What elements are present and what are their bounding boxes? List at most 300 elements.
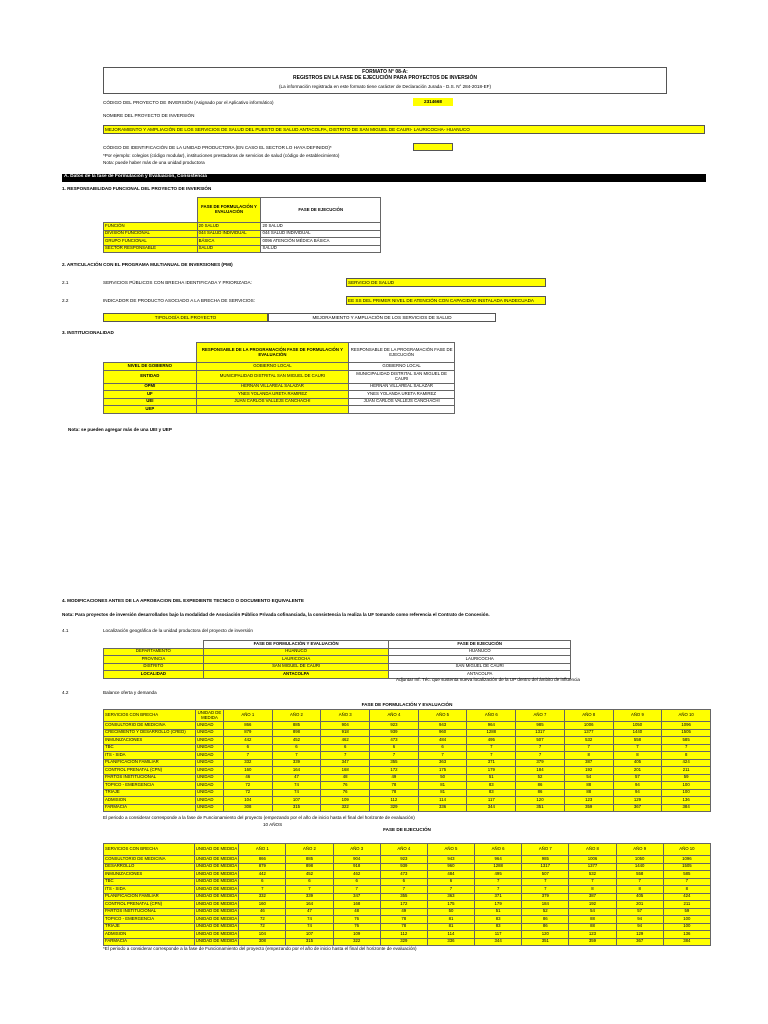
value-cell[interactable]: 7 <box>239 886 286 894</box>
value-cell[interactable]: 100 <box>662 782 711 790</box>
value-cell[interactable]: 6 <box>418 744 467 752</box>
value-cell[interactable]: 384 <box>663 938 710 946</box>
value-cell[interactable]: 1006 <box>564 722 613 730</box>
value-cell[interactable]: 48 <box>333 908 380 916</box>
value-cell[interactable]: 86 <box>516 789 565 797</box>
value-cell[interactable]: 379 <box>516 759 565 767</box>
value-cell[interactable]: 78 <box>370 789 419 797</box>
item-2-1-number: 2.1 <box>62 280 69 285</box>
value-cell[interactable]: 332 <box>223 759 272 767</box>
value-cell[interactable]: 6 <box>272 744 321 752</box>
section-3-title: 3. INSTITUCIONALIDAD <box>62 330 114 335</box>
value-cell[interactable]: 405 <box>616 893 663 901</box>
typology-value[interactable]: MEJORAMIENTO Y AMPLIACIÓN DE LOS SERVICIOS DE SALUD <box>268 313 496 322</box>
value-cell[interactable]: 866 <box>239 856 286 864</box>
value-cell[interactable]: 168 <box>321 767 370 775</box>
value-cell[interactable]: 507 <box>522 871 569 879</box>
value-cell[interactable]: 939 <box>370 729 419 737</box>
value-cell[interactable]: 72 <box>239 916 286 924</box>
cell-ej[interactable]: 0096 ATENCIÓN MÉDICA BÁSICA <box>261 238 381 246</box>
value-cell[interactable]: 344 <box>467 804 516 812</box>
value-cell[interactable]: 964 <box>467 722 516 730</box>
value-cell[interactable]: 387 <box>564 759 613 767</box>
cell-ej[interactable] <box>349 406 455 414</box>
unit-cell: UNIDAD <box>195 737 223 745</box>
table-row <box>104 363 455 371</box>
value-cell[interactable]: 918 <box>321 729 370 737</box>
value-cell[interactable]: 6 <box>286 878 333 886</box>
value-cell[interactable]: 558 <box>616 871 663 879</box>
value-cell[interactable]: 8 <box>569 886 616 894</box>
table-row <box>104 893 711 901</box>
value-cell[interactable]: 107 <box>272 797 321 805</box>
value-cell[interactable]: 211 <box>662 767 711 775</box>
project-name-value[interactable]: MEJORAMIENTO Y AMPLIACIÓN DE LOS SERVICIOS DE SALUD DEL PUESTO DE SALUD ANTACOLPA, DISTRITO DE SAN MIGUEL DE CAURI- LAURICOCHA- HUANUCO <box>103 125 705 134</box>
value-cell[interactable]: 351 <box>522 938 569 946</box>
value-cell[interactable]: 8 <box>564 752 613 760</box>
value-cell[interactable]: 336 <box>418 804 467 812</box>
value-cell[interactable]: 94 <box>613 782 662 790</box>
value-cell[interactable]: 7 <box>516 744 565 752</box>
value-cell[interactable]: 46 <box>223 774 272 782</box>
value-cell[interactable]: 960 <box>418 729 467 737</box>
value-cell[interactable]: 76 <box>333 916 380 924</box>
value-cell[interactable]: 175 <box>418 767 467 775</box>
value-cell[interactable]: 192 <box>569 901 616 909</box>
value-cell[interactable]: 201 <box>613 767 662 775</box>
value-cell[interactable]: 117 <box>467 797 516 805</box>
value-cell[interactable]: 424 <box>662 759 711 767</box>
value-cell[interactable]: 7 <box>569 878 616 886</box>
value-cell[interactable]: 898 <box>272 729 321 737</box>
value-cell[interactable]: 315 <box>272 804 321 812</box>
value-cell[interactable]: 59 <box>662 774 711 782</box>
cell-fe[interactable]: YNES YOLANDA URETA RAMIREZ <box>196 391 349 399</box>
value-cell[interactable]: 86 <box>522 916 569 924</box>
value-cell[interactable]: 172 <box>370 767 419 775</box>
value-cell[interactable]: 78 <box>380 916 427 924</box>
value-cell[interactable]: 47 <box>286 908 333 916</box>
value-cell[interactable]: 1440 <box>616 863 663 871</box>
value-cell[interactable]: 866 <box>223 722 272 730</box>
value-cell[interactable]: 179 <box>475 901 522 909</box>
cell-fe[interactable]: 20 SALUD <box>197 223 261 231</box>
value-cell[interactable]: 315 <box>286 938 333 946</box>
value-cell[interactable]: 114 <box>427 931 474 939</box>
value-cell[interactable]: 72 <box>223 789 272 797</box>
cell-ej[interactable]: SALUD <box>261 245 381 253</box>
value-cell[interactable]: 52 <box>522 908 569 916</box>
value-cell[interactable]: 558 <box>613 737 662 745</box>
value-cell[interactable]: 1505 <box>663 863 710 871</box>
value-cell[interactable]: 336 <box>427 938 474 946</box>
value-cell[interactable]: 109 <box>333 931 380 939</box>
cell-ej[interactable]: GOBIERNO LOCAL <box>349 363 455 371</box>
value-cell[interactable]: 347 <box>321 759 370 767</box>
item-2-1-value[interactable]: SERVICIO DE SALUD <box>346 278 546 287</box>
value-cell[interactable]: 507 <box>516 737 565 745</box>
value-cell[interactable]: 83 <box>467 789 516 797</box>
value-cell[interactable]: 387 <box>569 893 616 901</box>
value-cell[interactable]: 57 <box>613 774 662 782</box>
value-cell[interactable]: 136 <box>662 797 711 805</box>
value-cell[interactable]: 74 <box>286 923 333 931</box>
value-cell[interactable]: 100 <box>663 923 710 931</box>
value-cell[interactable]: 136 <box>663 931 710 939</box>
value-cell[interactable]: 879 <box>223 729 272 737</box>
value-cell[interactable]: 367 <box>613 804 662 812</box>
value-cell[interactable]: 7 <box>662 744 711 752</box>
value-cell[interactable]: 7 <box>467 744 516 752</box>
value-cell[interactable]: 7 <box>613 744 662 752</box>
value-cell[interactable]: 8 <box>662 752 711 760</box>
value-cell[interactable]: 49 <box>370 774 419 782</box>
value-cell[interactable]: 57 <box>616 908 663 916</box>
cell-fe[interactable]: BÁSICA <box>197 238 261 246</box>
value-cell[interactable]: 7 <box>522 878 569 886</box>
value-cell[interactable]: 192 <box>564 767 613 775</box>
service-name: TRIAJE <box>104 789 196 797</box>
value-cell[interactable]: 6 <box>333 878 380 886</box>
value-cell[interactable]: 1440 <box>613 729 662 737</box>
project-code-value[interactable]: 2314668 <box>413 98 453 106</box>
value-cell[interactable]: 175 <box>427 901 474 909</box>
value-cell[interactable]: 94 <box>616 916 663 924</box>
value-cell[interactable]: 6 <box>380 878 427 886</box>
value-cell[interactable]: 985 <box>522 856 569 864</box>
value-cell[interactable]: 81 <box>427 923 474 931</box>
value-cell[interactable]: 355 <box>370 759 419 767</box>
value-cell[interactable]: 904 <box>321 722 370 730</box>
cell-ej[interactable]: 044 SALUD INDIVIDUAL <box>261 230 381 238</box>
value-cell[interactable]: 1050 <box>616 856 663 864</box>
value-cell[interactable]: 347 <box>333 893 380 901</box>
value-cell[interactable]: 50 <box>418 774 467 782</box>
value-cell[interactable]: 1317 <box>516 729 565 737</box>
value-cell[interactable]: 442 <box>239 871 286 879</box>
table-row <box>104 886 711 894</box>
cell-fe[interactable]: SALUD <box>197 245 261 253</box>
cell-fe[interactable]: JUAN CARLOS VALLEJS CANCHACHI <box>196 398 349 406</box>
value-cell[interactable]: 495 <box>475 871 522 879</box>
table-row <box>104 916 711 924</box>
value-cell[interactable]: 81 <box>427 916 474 924</box>
value-cell[interactable]: 120 <box>522 931 569 939</box>
value-cell[interactable]: 172 <box>380 901 427 909</box>
cell-ej[interactable]: MUNICIPALIDAD DISTRITAL SAN MIGUEL DE CAURI <box>349 370 455 383</box>
item-2-1-label: SERVICIOS PÚBLICOS CON BRECHA IDENTIFICADA Y PRIORIZADA: <box>103 280 252 285</box>
value-cell[interactable]: 7 <box>427 886 474 894</box>
value-cell[interactable]: 1377 <box>569 863 616 871</box>
value-cell[interactable]: 164 <box>272 767 321 775</box>
value-cell[interactable]: 918 <box>333 863 380 871</box>
value-cell[interactable]: 112 <box>380 931 427 939</box>
value-cell[interactable]: 359 <box>564 804 613 812</box>
value-cell[interactable]: 74 <box>272 782 321 790</box>
value-cell[interactable]: 168 <box>333 901 380 909</box>
value-cell[interactable]: 1096 <box>662 722 711 730</box>
value-cell[interactable]: 50 <box>427 908 474 916</box>
value-cell[interactable]: 76 <box>321 782 370 790</box>
row-label: PROVINCIA <box>104 656 204 664</box>
value-cell[interactable]: 473 <box>370 737 419 745</box>
value-cell[interactable]: 7 <box>467 752 516 760</box>
value-cell[interactable]: 6 <box>370 744 419 752</box>
value-cell[interactable]: 7 <box>321 752 370 760</box>
balance-table-ej <box>103 843 711 946</box>
value-cell[interactable]: 100 <box>663 916 710 924</box>
value-cell[interactable]: 405 <box>613 759 662 767</box>
value-cell[interactable]: 355 <box>380 893 427 901</box>
value-cell[interactable]: 100 <box>662 789 711 797</box>
value-cell[interactable]: 424 <box>663 893 710 901</box>
value-cell[interactable]: 7 <box>418 752 467 760</box>
value-cell[interactable]: 322 <box>321 804 370 812</box>
value-cell[interactable]: 7 <box>223 752 272 760</box>
value-cell[interactable]: 8 <box>613 752 662 760</box>
value-cell[interactable]: 7 <box>333 886 380 894</box>
value-cell[interactable]: 88 <box>569 916 616 924</box>
value-cell[interactable]: 898 <box>286 863 333 871</box>
service-name: ADMISION <box>104 931 195 939</box>
value-cell[interactable]: 1377 <box>564 729 613 737</box>
cell-fe[interactable]: MUNICIPALIDAD DISTRITAL SAN MIGUEL DE CAURI <box>196 370 349 383</box>
value-cell[interactable]: 484 <box>418 737 467 745</box>
value-cell[interactable]: 104 <box>223 797 272 805</box>
value-cell[interactable]: 351 <box>516 804 565 812</box>
value-cell[interactable]: 339 <box>272 759 321 767</box>
value-cell[interactable]: 939 <box>380 863 427 871</box>
value-cell[interactable]: 8 <box>616 886 663 894</box>
value-cell[interactable]: 51 <box>475 908 522 916</box>
value-cell[interactable]: 107 <box>286 931 333 939</box>
value-cell[interactable]: 83 <box>467 782 516 790</box>
value-cell[interactable]: 7 <box>272 752 321 760</box>
value-cell[interactable]: 344 <box>475 938 522 946</box>
value-cell[interactable]: 379 <box>522 893 569 901</box>
value-cell[interactable]: 532 <box>564 737 613 745</box>
value-cell[interactable]: 308 <box>223 804 272 812</box>
value-cell[interactable]: 160 <box>239 901 286 909</box>
value-cell[interactable]: 923 <box>380 856 427 864</box>
value-cell[interactable]: 384 <box>662 804 711 812</box>
value-cell[interactable]: 1050 <box>613 722 662 730</box>
value-cell[interactable]: 47 <box>272 774 321 782</box>
value-cell[interactable]: 1288 <box>467 729 516 737</box>
cell-ej[interactable]: YNES YOLANDA URETA RAMIREZ <box>349 391 455 399</box>
cell-fe[interactable]: HERNAN VILLAREAL SALAZAR <box>196 383 349 391</box>
col-header-fe: FASE DE FORMULACIÓN Y EVALUACIÓN <box>197 198 261 223</box>
value-cell[interactable]: 49 <box>380 908 427 916</box>
value-cell[interactable]: 329 <box>370 804 419 812</box>
value-cell[interactable]: 985 <box>516 722 565 730</box>
value-cell[interactable]: 339 <box>286 893 333 901</box>
value-cell[interactable]: 129 <box>616 931 663 939</box>
cell-ej[interactable]: 20 SALUD <box>261 223 381 231</box>
unit-cell: UNIDAD DE MEDIDA <box>194 916 239 924</box>
value-cell[interactable]: 129 <box>613 797 662 805</box>
value-cell[interactable]: 6 <box>321 744 370 752</box>
value-cell[interactable]: 94 <box>616 923 663 931</box>
value-cell[interactable]: 160 <box>223 767 272 775</box>
cell-fe[interactable]: 044 SALUD INDIVIDUAL <box>197 230 261 238</box>
value-cell[interactable]: 83 <box>475 916 522 924</box>
cell-fe[interactable]: GOBIERNO LOCAL <box>196 363 349 371</box>
unit-cell: UNIDAD DE MEDIDA <box>194 886 239 894</box>
value-cell[interactable]: 8 <box>663 886 710 894</box>
table-row <box>104 238 381 246</box>
value-cell[interactable]: 120 <box>516 797 565 805</box>
value-cell[interactable]: 452 <box>272 737 321 745</box>
value-cell[interactable]: 359 <box>569 938 616 946</box>
value-cell[interactable]: 123 <box>564 797 613 805</box>
value-cell[interactable]: 201 <box>616 901 663 909</box>
value-cell[interactable]: 72 <box>223 782 272 790</box>
value-cell[interactable]: 74 <box>286 916 333 924</box>
row-label: DIVISIÓN FUNCIONAL <box>104 230 198 238</box>
value-cell[interactable]: 495 <box>467 737 516 745</box>
item-4-2-label: Balance oferta y demanda <box>103 690 157 695</box>
value-cell[interactable]: 81 <box>418 782 467 790</box>
cell-fe[interactable]: HUANUCO <box>203 648 389 656</box>
service-name: TBC <box>104 878 195 886</box>
value-cell[interactable]: 473 <box>380 871 427 879</box>
value-cell[interactable]: 123 <box>569 931 616 939</box>
value-cell[interactable]: 322 <box>333 938 380 946</box>
value-cell[interactable]: 83 <box>475 923 522 931</box>
value-cell[interactable]: 1288 <box>475 863 522 871</box>
value-cell[interactable]: 879 <box>239 863 286 871</box>
value-cell[interactable]: 76 <box>321 789 370 797</box>
cell-ej[interactable]: ANTACOLPA <box>389 671 571 679</box>
value-cell[interactable]: 943 <box>418 722 467 730</box>
value-cell[interactable]: 462 <box>321 737 370 745</box>
value-cell[interactable]: 74 <box>272 789 321 797</box>
value-cell[interactable]: 1006 <box>569 856 616 864</box>
value-cell[interactable]: 923 <box>370 722 419 730</box>
value-cell[interactable]: 86 <box>516 782 565 790</box>
value-cell[interactable]: 462 <box>333 871 380 879</box>
value-cell[interactable]: 54 <box>564 774 613 782</box>
column-header: AÑO 7 <box>522 844 569 856</box>
value-cell[interactable]: 7 <box>522 886 569 894</box>
value-cell[interactable]: 943 <box>427 856 474 864</box>
value-cell[interactable]: 329 <box>380 938 427 946</box>
value-cell[interactable]: 117 <box>475 931 522 939</box>
value-cell[interactable]: 184 <box>516 767 565 775</box>
value-cell[interactable]: 7 <box>564 744 613 752</box>
value-cell[interactable]: 184 <box>522 901 569 909</box>
value-cell[interactable]: 332 <box>239 893 286 901</box>
value-cell[interactable]: 7 <box>663 878 710 886</box>
value-cell[interactable]: 532 <box>569 871 616 879</box>
value-cell[interactable]: 88 <box>564 782 613 790</box>
value-cell[interactable]: 179 <box>467 767 516 775</box>
value-cell[interactable]: 585 <box>663 871 710 879</box>
value-cell[interactable]: 78 <box>370 782 419 790</box>
value-cell[interactable]: 371 <box>475 893 522 901</box>
cell-fe[interactable] <box>196 406 349 414</box>
value-cell[interactable]: 885 <box>286 856 333 864</box>
value-cell[interactable]: 7 <box>616 878 663 886</box>
value-cell[interactable]: 1317 <box>522 863 569 871</box>
value-cell[interactable]: 112 <box>370 797 419 805</box>
section-2-title: 2. ARTICULACIÓN CON EL PROGRAMA MULTIANUAL DE INVERSIONES (PMI) <box>62 262 233 267</box>
cell-ej[interactable]: JUAN CARLOS VALLEJS CANCHACHI <box>349 398 455 406</box>
value-cell[interactable]: 59 <box>663 908 710 916</box>
cell-ej[interactable]: HUANUCO <box>389 648 571 656</box>
value-cell[interactable]: 86 <box>522 923 569 931</box>
value-cell[interactable]: 7 <box>516 752 565 760</box>
value-cell[interactable]: 7 <box>286 886 333 894</box>
value-cell[interactable]: 371 <box>467 759 516 767</box>
value-cell[interactable]: 94 <box>613 789 662 797</box>
value-cell[interactable]: 46 <box>239 908 286 916</box>
value-cell[interactable]: 114 <box>418 797 467 805</box>
value-cell[interactable]: 88 <box>569 923 616 931</box>
value-cell[interactable]: 363 <box>418 759 467 767</box>
value-cell[interactable]: 7 <box>475 886 522 894</box>
cell-ej[interactable]: LAURICOCHA <box>389 656 571 664</box>
value-cell[interactable]: 904 <box>333 856 380 864</box>
cell-fe[interactable]: LAURICOCHA <box>203 656 389 664</box>
value-cell[interactable]: 6 <box>239 878 286 886</box>
service-name: PARTOS INSTITUCIONAL <box>104 774 196 782</box>
value-cell[interactable]: 78 <box>380 923 427 931</box>
value-cell[interactable]: 442 <box>223 737 272 745</box>
value-cell[interactable]: 88 <box>564 789 613 797</box>
value-cell[interactable]: 7 <box>370 752 419 760</box>
value-cell[interactable]: 367 <box>616 938 663 946</box>
value-cell[interactable]: 585 <box>662 737 711 745</box>
value-cell[interactable]: 109 <box>321 797 370 805</box>
value-cell[interactable]: 48 <box>321 774 370 782</box>
value-cell[interactable]: 484 <box>427 871 474 879</box>
value-cell[interactable]: 363 <box>427 893 474 901</box>
cell-ej[interactable]: SAN MIGUEL DE CAURI <box>389 663 571 671</box>
value-cell[interactable]: 72 <box>239 923 286 931</box>
value-cell[interactable]: 960 <box>427 863 474 871</box>
value-cell[interactable]: 51 <box>467 774 516 782</box>
cell-fe[interactable]: ANTACOLPA <box>203 671 389 679</box>
value-cell[interactable]: 308 <box>239 938 286 946</box>
value-cell[interactable]: 1505 <box>662 729 711 737</box>
value-cell[interactable]: 1096 <box>663 856 710 864</box>
cell-fe[interactable]: SAN MIGUEL DE CAURI <box>203 663 389 671</box>
value-cell[interactable]: 452 <box>286 871 333 879</box>
value-cell[interactable]: 104 <box>239 931 286 939</box>
value-cell[interactable]: 52 <box>516 774 565 782</box>
value-cell[interactable]: 7 <box>380 886 427 894</box>
value-cell[interactable]: 7 <box>475 878 522 886</box>
item-2-2-value[interactable]: EE SS DEL PRIMER NIVEL DE ATENCIÓN CON CAPACIDAD INSTALADA INADECUADA <box>346 296 546 305</box>
value-cell[interactable]: 164 <box>286 901 333 909</box>
value-cell[interactable]: 885 <box>272 722 321 730</box>
row-label: DISTRITO <box>104 663 204 671</box>
value-cell[interactable]: 76 <box>333 923 380 931</box>
value-cell[interactable]: 81 <box>418 789 467 797</box>
value-cell[interactable]: 964 <box>475 856 522 864</box>
value-cell[interactable]: 6 <box>427 878 474 886</box>
value-cell[interactable]: 54 <box>569 908 616 916</box>
value-cell[interactable]: 6 <box>223 744 272 752</box>
unit-id-note: *Por ejemplo: colegios (código modular), instituciones prestadoras de servicios de salud (código de establecimiento) <box>103 153 340 158</box>
value-cell[interactable]: 211 <box>663 901 710 909</box>
unit-id-value[interactable] <box>413 143 453 151</box>
unit-cell: UNIDAD DE MEDIDA <box>194 931 239 939</box>
cell-ej[interactable]: HERNAN VILLAREAL SALAZAR <box>349 383 455 391</box>
row-label: OPMI <box>104 383 197 391</box>
